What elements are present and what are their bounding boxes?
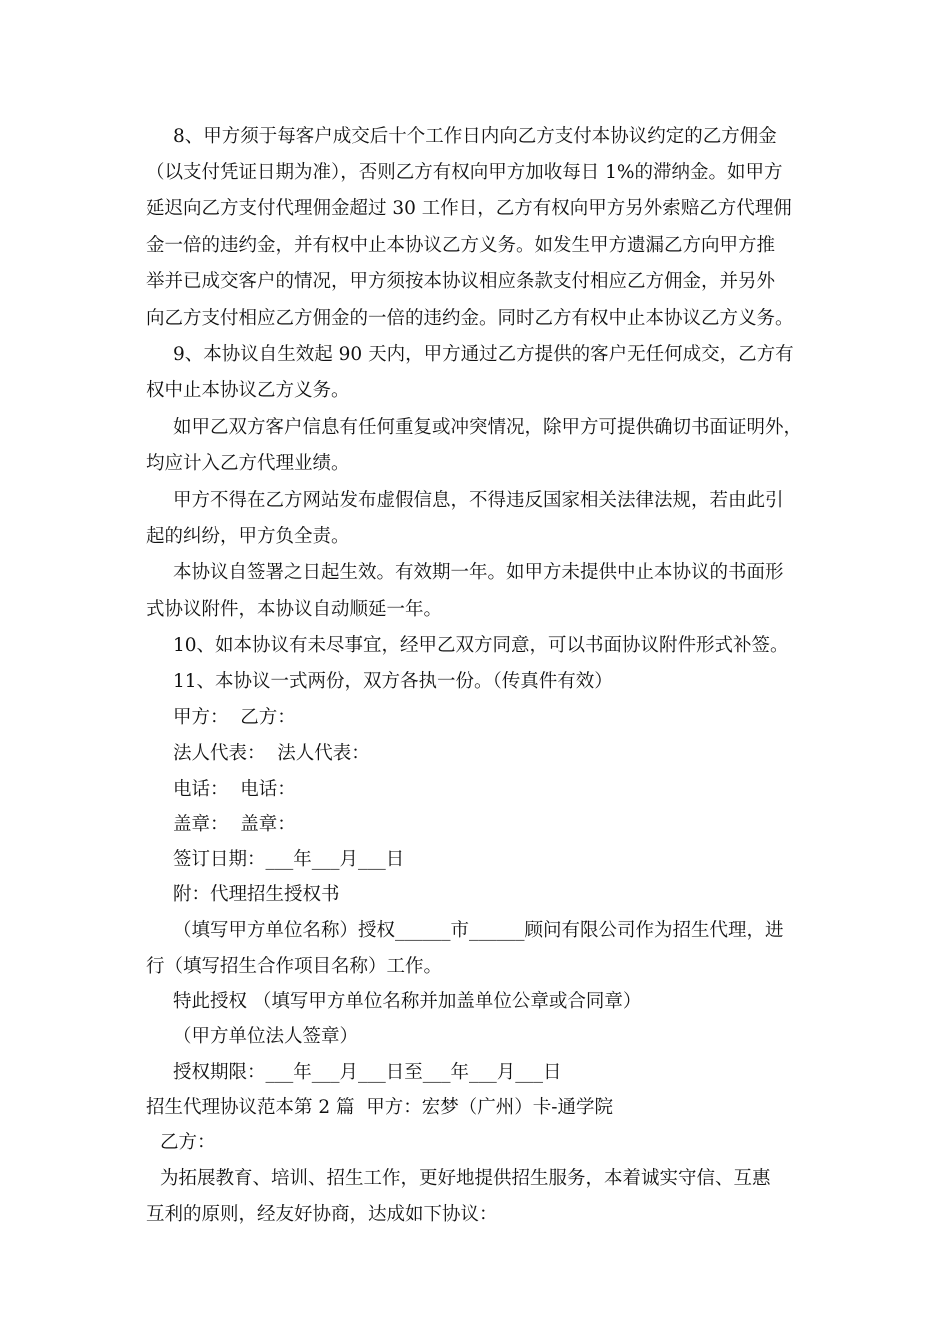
paragraph-line: 特此授权 （填写甲方单位名称并加盖单位公章或合同章） (173, 991, 642, 1012)
paragraph-line: 延迟向乙方支付代理佣金超过 30 工作日，乙方有权向甲方另外索赔乙方代理佣 (146, 198, 792, 219)
paragraph-line: 互利的原则，经友好协商，达成如下协议： (146, 1204, 498, 1225)
paragraph-line: 8、甲方须于每客户成交后十个工作日内向乙方支付本协议约定的乙方佣金 (173, 126, 777, 147)
paragraph-line: 起的纠纷，甲方负全责。 (146, 526, 350, 547)
authorization-period-line: 授权期限：___年___月___日至___年___月___日 (173, 1062, 562, 1083)
paragraph-line: 11、本协议一式两份，双方各执一份。（传真件有效） (173, 671, 613, 692)
signature-representative-line: 法人代表： 法人代表： (173, 743, 370, 764)
paragraph-line: 乙方： (160, 1132, 216, 1153)
paragraph-line: （甲方单位法人签章） (173, 1026, 359, 1047)
paragraph-line: 甲方不得在乙方网站发布虚假信息，不得违反国家相关法律法规，若由此引 (173, 490, 784, 511)
section-heading: 招生代理协议范本第 2 篇 甲方：宏梦（广州）卡-通学院 (146, 1097, 614, 1118)
paragraph-line: 为拓展教育、培训、招生工作，更好地提供招生服务，本着诚实守信、互惠 (160, 1168, 771, 1189)
paragraph-line: 如甲乙双方客户信息有任何重复或冲突情况，除甲方可提供确切书面证明外， (173, 417, 803, 438)
appendix-title: 附：代理招生授权书 (173, 884, 340, 905)
signing-date-line: 签订日期：___年___月___日 (173, 849, 405, 870)
paragraph-line: 向乙方支付相应乙方佣金的一倍的违约金。同时乙方有权中止本协议乙方义务。 (146, 308, 794, 329)
paragraph-line: 式协议附件，本协议自动顺延一年。 (146, 599, 443, 620)
paragraph-line: 举并已成交客户的情况，甲方须按本协议相应条款支付相应乙方佣金，并另外 (146, 271, 776, 292)
paragraph-line: 行（填写招生合作项目名称）工作。 (146, 956, 443, 977)
signature-seal-line: 盖章： 盖章： (173, 814, 296, 835)
paragraph-line: 权中止本协议乙方义务。 (146, 380, 350, 401)
paragraph-line: 本协议自签署之日起生效。有效期一年。如甲方未提供中止本协议的书面形 (173, 562, 784, 583)
signature-party-line: 甲方： 乙方： (173, 707, 296, 728)
signature-phone-line: 电话： 电话： (173, 779, 296, 800)
paragraph-line: 10、如本协议有未尽事宜，经甲乙双方同意，可以书面协议附件形式补签。 (173, 635, 789, 656)
paragraph-line: （以支付凭证日期为准），否则乙方有权向甲方加收每日 1%的滞纳金。如甲方 (146, 162, 783, 183)
paragraph-line: 金一倍的违约金，并有权中止本协议乙方义务。如发生甲方遗漏乙方向甲方推 (146, 235, 776, 256)
paragraph-line: （填写甲方单位名称）授权______市______顾问有限公司作为招生代理，进 (173, 920, 784, 941)
paragraph-line: 9、本协议自生效起 90 天内，甲方通过乙方提供的客户无任何成交，乙方有 (173, 344, 794, 365)
paragraph-line: 均应计入乙方代理业绩。 (146, 453, 350, 474)
